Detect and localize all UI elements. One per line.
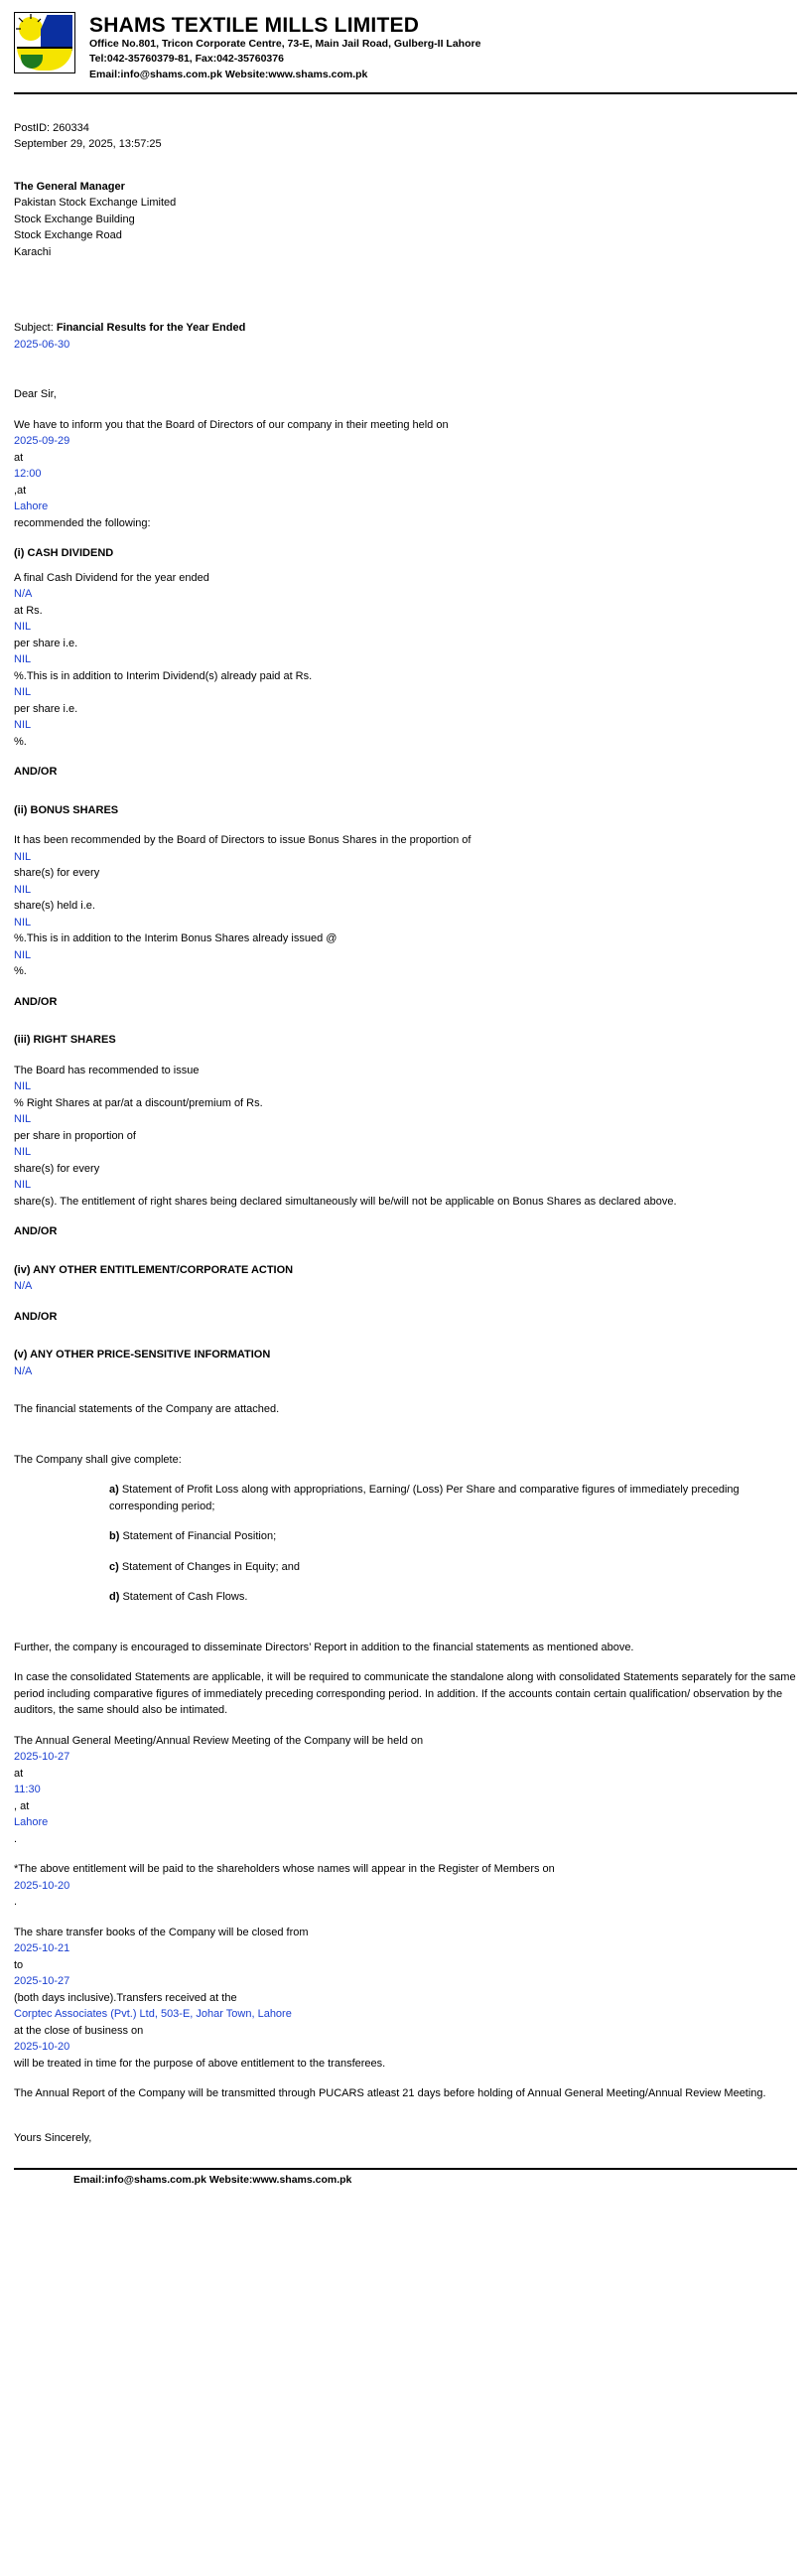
transfer-books-registrar: Corptec Associates (Pvt.) Ltd, 503-E, Johar Town, Lahore — [14, 2008, 292, 2021]
agm-at-2: , at — [14, 1799, 30, 1812]
footer-wrap — [0, 2168, 811, 2196]
item-label-b: b) — [109, 1530, 120, 1543]
agm-date: 2025-10-27 — [14, 1751, 70, 1764]
item-label-d: d) — [109, 1591, 120, 1604]
section-heading-cash-dividend: (i) CASH DIVIDEND — [14, 547, 114, 560]
item-text-c: Statement of Changes in Equity; and — [121, 1560, 301, 1573]
further-note: Further, the company is encouraged to disseminate Directors’ Report in addition to the financial statements as mentioned above. — [14, 1641, 634, 1653]
subject-prefix: Subject: — [14, 322, 54, 335]
addressee-title: The General Manager — [14, 180, 125, 193]
company-name: SHAMS TEXTILE MILLS LIMITED — [89, 14, 420, 37]
subject-text: Financial Results for the Year Ended — [56, 322, 246, 335]
addressee-road: Stock Exchange Road — [14, 229, 122, 242]
bonus-shares-v2: NIL — [14, 883, 32, 896]
subject-line — [14, 320, 797, 337]
cash-dividend-l1: A final Cash Dividend for the year ended — [14, 571, 209, 584]
agm-time: 11:30 — [14, 1784, 41, 1796]
transfer-books-l5: will be treated in time for the purpose of above entitlement to the transferees. — [14, 2057, 386, 2070]
closing: Yours Sincerely, — [14, 2131, 92, 2144]
cash-dividend-l4: %.This is in addition to Interim Dividend(s) already paid at Rs. — [14, 669, 313, 682]
right-shares-v2: NIL — [14, 1113, 32, 1126]
transfer-books-to: 2025-10-27 — [14, 1975, 70, 1988]
list-item — [109, 1528, 797, 1545]
attachments-note: The financial statements of the Company are attached. — [14, 1403, 280, 1416]
addressee-building: Stock Exchange Building — [14, 213, 135, 225]
section-heading-right-shares: (iii) RIGHT SHARES — [14, 1034, 116, 1047]
entitlement-note-l1: *The above entitlement will be paid to the shareholders whose names will appear in the Register of Members on — [14, 1863, 555, 1876]
shams-logo-icon — [14, 12, 75, 73]
intro-meeting-place: Lahore — [14, 501, 49, 513]
complete-items-list — [14, 1482, 797, 1606]
right-shares-l1: The Board has recommended to issue — [14, 1064, 200, 1076]
list-item — [109, 1482, 797, 1514]
right-shares-v4: NIL — [14, 1179, 32, 1192]
list-item — [109, 1589, 797, 1606]
bonus-shares-v1: NIL — [14, 850, 32, 863]
right-shares-l3: per share in proportion of — [14, 1129, 136, 1142]
other-entitlement-value: N/A — [14, 1280, 33, 1293]
item-text-a: Statement of Profit Loss along with appropriations, Earning/ (Loss) Per Share and comparative figures of immediately preceding corresponding period; — [109, 1484, 740, 1512]
footer — [14, 2168, 797, 2196]
addressee-city: Karachi — [14, 245, 52, 258]
item-text-d: Statement of Cash Flows. — [122, 1591, 248, 1604]
cash-dividend-v1: N/A — [14, 588, 33, 601]
intro-line-1: We have to inform you that the Board of Directors of our company in their meeting held on — [14, 418, 449, 431]
letter-body — [0, 94, 811, 2147]
post-id: PostID: 260334 — [14, 121, 89, 134]
salutation: Dear Sir, — [14, 388, 57, 401]
item-label-a: a) — [109, 1484, 119, 1497]
cash-dividend-v4: NIL — [14, 686, 32, 699]
entitlement-note-date: 2025-10-20 — [14, 1879, 70, 1892]
transfer-books-l3: (both days inclusive).Transfers received at the — [14, 1991, 237, 2004]
pucars-note: The Annual Report of the Company will be transmitted through PUCARS atleast 21 days before holding of Annual General Meeting/Annual Review Meeting. — [14, 2087, 766, 2100]
price-sensitive-value: N/A — [14, 1364, 33, 1377]
cash-dividend-l6: %. — [14, 735, 27, 748]
transfer-books-from: 2025-10-21 — [14, 1942, 70, 1955]
intro-at-1: at — [14, 451, 24, 464]
cash-dividend-v5: NIL — [14, 719, 32, 732]
agm-at-1: at — [14, 1767, 24, 1780]
andor-4: AND/OR — [14, 1310, 58, 1323]
andor-3: AND/OR — [14, 1225, 58, 1238]
bonus-shares-v4: NIL — [14, 948, 32, 961]
intro-meeting-time: 12:00 — [14, 468, 42, 481]
right-shares-v3: NIL — [14, 1146, 32, 1159]
consolidated-note: In case the consolidated Statements are applicable, it will be required to communicate the standalone along with consolidated Statements separately for the same period including comparative figures of immediately preceding corresponding period. In addition. If the accounts contain certain qualification/ observation by the auditors, the same should also be intimated. — [14, 1671, 796, 1717]
list-item — [109, 1559, 797, 1576]
andor-2: AND/OR — [14, 995, 58, 1008]
agm-end: . — [14, 1832, 18, 1845]
bonus-shares-l5: %. — [14, 965, 27, 978]
company-phone: Tel:042-35760379-81, Fax:042-35760376 — [89, 53, 284, 66]
bonus-shares-l4: %.This is in addition to the Interim Bonus Shares already issued @ — [14, 932, 338, 945]
complete-intro: The Company shall give complete: — [14, 1453, 182, 1466]
intro-meeting-date: 2025-09-29 — [14, 435, 70, 448]
right-shares-l5: share(s). The entitlement of right shares being declared simultaneously will be/will not be applicable on Bonus Shares as declared above. — [14, 1195, 677, 1208]
agm-l1: The Annual General Meeting/Annual Review Meeting of the Company will be held on — [14, 1734, 424, 1747]
entitlement-note-end: . — [14, 1896, 18, 1909]
addressee-company: Pakistan Stock Exchange Limited — [14, 197, 177, 210]
subject-date: 2025-06-30 — [14, 338, 70, 351]
bonus-shares-l1: It has been recommended by the Board of Directors to issue Bonus Shares in the proportion of — [14, 834, 472, 847]
letterhead — [0, 0, 811, 88]
transfer-books-l1: The share transfer books of the Company will be closed from — [14, 1926, 309, 1938]
post-datetime: September 29, 2025, 13:57:25 — [14, 138, 162, 151]
item-label-c: c) — [109, 1560, 119, 1573]
andor-1: AND/OR — [14, 766, 58, 779]
bonus-shares-l2: share(s) for every — [14, 867, 100, 880]
cash-dividend-v3: NIL — [14, 653, 32, 666]
right-shares-l2: % Right Shares at par/at a discount/premium of Rs. — [14, 1096, 263, 1109]
item-text-b: Statement of Financial Position; — [122, 1530, 277, 1543]
cash-dividend-l2: at Rs. — [14, 604, 43, 617]
cash-dividend-l3: per share i.e. — [14, 637, 78, 649]
right-shares-l4: share(s) for every — [14, 1162, 100, 1175]
intro-line-2: recommended the following: — [14, 516, 151, 529]
section-heading-price-sensitive: (v) ANY OTHER PRICE-SENSITIVE INFORMATION — [14, 1349, 271, 1361]
transfer-books-date: 2025-10-20 — [14, 2041, 70, 2054]
agm-place: Lahore — [14, 1816, 49, 1829]
bonus-shares-v3: NIL — [14, 916, 32, 929]
section-heading-bonus-shares: (ii) BONUS SHARES — [14, 803, 119, 816]
transfer-books-l2: to — [14, 1958, 24, 1971]
intro-at-2: ,at — [14, 484, 27, 497]
company-address: Office No.801, Tricon Corporate Centre, 73-E, Main Jail Road, Gulberg-II Lahore — [89, 38, 481, 51]
footer-contact: Email:info@shams.com.pk Website:www.shams.com.pk — [73, 2174, 352, 2187]
section-heading-other-entitlement: (iv) ANY OTHER ENTITLEMENT/CORPORATE ACTION — [14, 1263, 294, 1276]
cash-dividend-l5: per share i.e. — [14, 702, 78, 715]
bonus-shares-l3: share(s) held i.e. — [14, 900, 95, 913]
cash-dividend-v2: NIL — [14, 621, 32, 634]
transfer-books-l4: at the close of business on — [14, 2024, 144, 2037]
company-contact: Email:info@shams.com.pk Website:www.shams.com.pk — [89, 68, 368, 80]
right-shares-v1: NIL — [14, 1080, 32, 1093]
